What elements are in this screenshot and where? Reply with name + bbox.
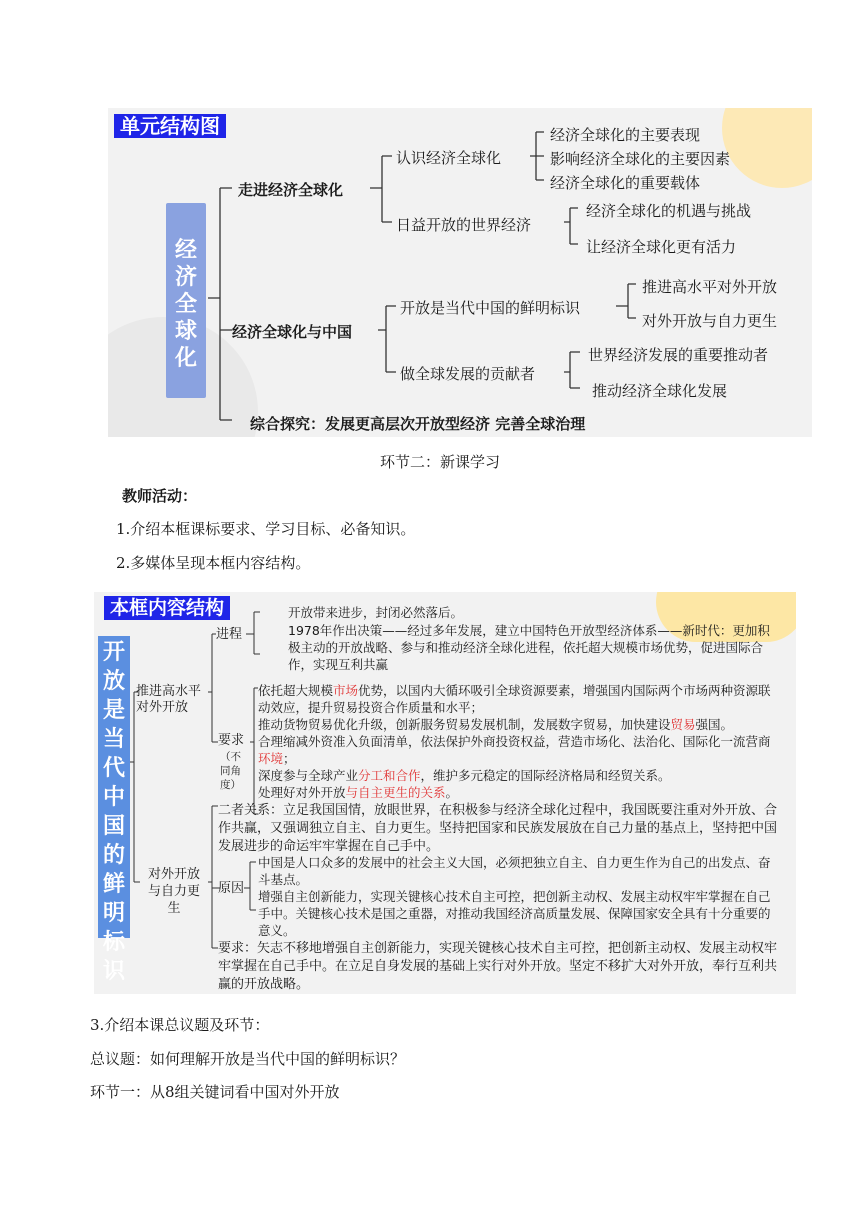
unit-structure-diagram <box>108 108 812 437</box>
node-label <box>136 684 210 716</box>
leaf-node: 影响经济全球化的主要因素 <box>550 150 731 168</box>
requirement-text: 要求：矢志不移地增强自主创新能力，实现关键核心技术自主可控，把创新主动权、发展主动权牢牢掌握在自己手中。在立足自身发展的基础上实行对外开放。坚定不移扩大对外开放，奉行互利共赢的开放战略。 <box>218 941 778 992</box>
relation-text: 二者关系：立足我国国情，放眼世界，在积极参与经济全球化过程中，我国既要注重对外开放、合作共赢，又强调独立自主、自力更生。坚持把国家和民族发展放在自己力量的基点上，坚持把中国发展进步的命运牢牢掌握在自己手中。 <box>218 803 778 854</box>
branch-node: 经济全球化与中国 <box>232 323 353 341</box>
sub-node: 日益开放的世界经济 <box>396 216 532 234</box>
reason-2: 增强自主创新能力，实现关键核心技术自主可控，把创新主动权、发展主动权牢牢掌握在自己手中。关键核心技术是国之重器，对推动我国经济高质量发展、保障国家安全具有十分重要的意义。 <box>258 889 771 938</box>
root-node: 经济全球化 <box>166 203 206 398</box>
step-item: 3.介绍本课总议题及环节： <box>90 1016 270 1034</box>
requirement-label: 要求 <box>218 733 245 748</box>
leaf-node: 经济全球化的重要载体 <box>550 174 701 192</box>
node-b-label: 对外开放与自力更生 <box>147 867 200 916</box>
main-topic: 总议题：如何理解开放是当代中国的鲜明标识？ <box>90 1050 406 1068</box>
leaf-node: 让经济全球化更有活力 <box>586 238 737 256</box>
section-caption: 环节二：新课学习 <box>380 453 501 471</box>
process-text-1: 开放带来进步，封闭必然落后。 <box>288 605 464 620</box>
leaf-node: 经济全球化的主要表现 <box>550 126 701 144</box>
branch-node: 综合探究：发展更高层次开放型经济 完善全球治理 <box>250 415 586 433</box>
diagram-title: 单元结构图 <box>114 114 226 138</box>
step-item: 1.介绍本框课标要求、学习目标、必备知识。 <box>116 520 416 538</box>
node-a-text: 推进高水平对外开放 <box>136 684 202 715</box>
reason-label: 原因 <box>218 881 245 896</box>
stage-one: 环节一：从8组关键词看中国对外开放 <box>90 1083 340 1101</box>
leaf-node: 推进高水平对外开放 <box>642 278 778 296</box>
sub-node: 认识经济全球化 <box>396 149 502 167</box>
diagram-title: 本框内容结构 <box>104 596 230 620</box>
requirement-3: 合理缩减外资准入负面清单，依法保护外商投资权益，营造市场化、法治化、国际化一流营商环境； <box>258 734 771 766</box>
branch-node: 走进经济全球化 <box>238 181 344 199</box>
leaf-node: 推动经济全球化发展 <box>592 382 728 400</box>
leaf-node: 对外开放与自力更生 <box>642 312 778 330</box>
leaf-node: 经济全球化的机遇与挑战 <box>586 202 752 220</box>
reason-1: 中国是人口众多的发展中的社会主义大国，必须把独立自主、自力更生作为自己的出发点、奋斗基点。 <box>258 855 771 887</box>
requirement-5: 处理好对外开放与自主更生的关系。 <box>258 785 459 800</box>
process-label: 进程 <box>216 627 243 642</box>
requirement-note: （不同角度） <box>220 751 241 791</box>
requirement-4: 深度参与全球产业分工和合作，维护多元稳定的国际经济格局和经贸关系。 <box>258 768 671 783</box>
leaf-node: 世界经济发展的重要推动者 <box>588 346 769 364</box>
sub-node: 做全球发展的贡献者 <box>400 365 536 383</box>
process-text-2: 1978年作出决策——经过多年发展，建立中国特色开放型经济体系——新时代：更加积极主动的开放战略、参与和推动经济全球化进程，依托超大规模市场优势，促进国际合作，实现互利共赢 <box>288 623 770 672</box>
requirement-1: 依托超大规模市场优势，以国内大循环吸引全球资源要素，增强国内国际两个市场两种资源联动效应，提升贸易投资合作质量和水平； <box>258 683 771 715</box>
step-item: 2.多媒体呈现本框内容结构。 <box>116 554 311 572</box>
requirement-2: 推动货物贸易优化升级，创新服务贸易发展机制，发展数字贸易，加快建设贸易强国。 <box>258 717 734 732</box>
teacher-activity-heading: 教师活动： <box>122 487 198 505</box>
sub-node: 开放是当代中国的鲜明标识 <box>400 299 581 317</box>
content-structure-diagram <box>94 592 796 994</box>
vertical-title: 开放是当代中国的鲜明标识 <box>98 636 130 938</box>
